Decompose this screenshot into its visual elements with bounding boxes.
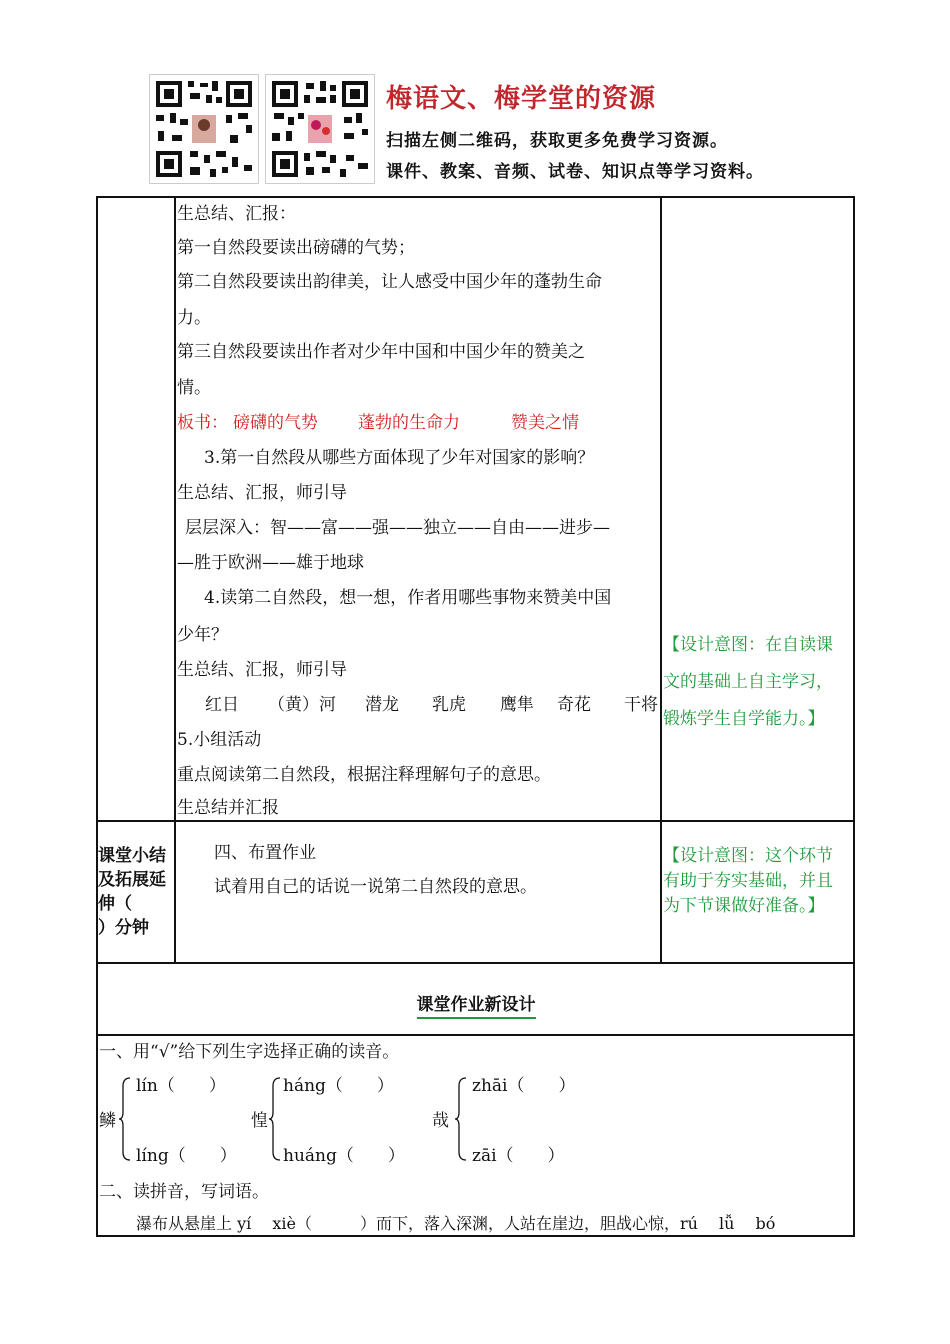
design-note: 为下节课做好准备。】 [663,896,825,916]
pinyin-option: háng（ ） [283,1076,394,1096]
question-5-detail: 重点阅读第二自然段，根据注释理解句子的意思。 [177,765,551,785]
design-note: 【设计意图：在自读课 [663,635,833,655]
lesson-line: 情。 [177,378,211,398]
table-border [96,196,98,1236]
question-4: 4.读第二自然段，想一想，作者用哪些事物来赞美中国 [204,588,612,608]
homework-title [98,990,854,1015]
table-border [853,196,855,1236]
exercise-char: 惶 [251,1111,268,1131]
exercise-char: 鳞 [99,1111,116,1131]
exercise-char: 哉 [432,1111,449,1131]
brace-icon [268,1076,282,1162]
pinyin-option: huáng（ ） [283,1146,405,1166]
homework-heading: 四、布置作业 [214,843,316,863]
summary-label: ）分钟 [98,918,149,938]
qr-code-icon [265,74,375,184]
brand-title: 梅语文、梅学堂的资源 [386,84,657,114]
summary-label: 伸（ [98,894,132,914]
homework-task: 试着用自己的话说一说第二自然段的意思。 [214,877,537,897]
lesson-line: 第二自然段要读出韵律美，让人感受中国少年的蓬勃生命 [177,272,602,292]
exercise-1: 一、用“√”给下列生字选择正确的读音。 [99,1042,400,1062]
board-item: 磅礴的气势 [233,413,318,433]
thing-item: 干将 [624,695,658,715]
pinyin-option: zāi（ ） [472,1146,565,1166]
lesson-line: 第三自然段要读出作者对少年中国和中国少年的赞美之 [177,342,585,362]
lesson-line: 第一自然段要读出磅礴的气势； [177,238,415,258]
exercise-2: 二、读拼音，写词语。 [99,1182,269,1202]
thing-item: 鹰隼 [500,695,534,715]
brace-icon [118,1076,132,1162]
pinyin-option: lín（ ） [136,1076,226,1096]
table-border [96,196,855,198]
brace-icon [454,1076,468,1162]
answer-line: 生总结、汇报，师引导 [177,483,347,503]
qr-code-icon [149,74,259,184]
board-item: 蓬勃的生命力 [358,413,460,433]
table-border [96,1235,855,1237]
pinyin-option: líng（ ） [136,1146,237,1166]
layers-line: —胜于欧洲——雄于地球 [177,553,364,573]
table-border [96,820,855,822]
answer-line: 生总结并汇报 [177,798,279,818]
summary-label: 课堂小结 [98,846,166,866]
exercise-2-line: 瀑布从悬崖上 yí xiè（ ）而下，落入深渊，人站在崖边，胆战心惊，rú lǚ bó [136,1214,776,1233]
homework-title-text: 课堂作业新设计 [417,995,536,1019]
table-border [96,1034,855,1036]
table-border [96,962,855,964]
design-note: 有助于夯实基础，并且 [663,871,833,891]
brand-line-1: 扫描左侧二维码，获取更多免费学习资源。 [386,131,728,151]
table-border [174,196,176,963]
board-item: 赞美之情 [511,413,579,433]
board-label: 板书： [177,413,228,433]
layers-line: 层层深入：智——富——强——独立——自由——进步— [185,518,610,538]
thing-item: （黄）河 [268,695,336,715]
lesson-line: 生总结、汇报： [177,204,296,224]
summary-label: 及拓展延 [98,870,166,890]
thing-item: 潜龙 [365,695,399,715]
thing-item: 奇花 [557,695,591,715]
table-border [660,196,662,963]
lesson-line: 力。 [177,308,211,328]
pinyin-option: zhāi（ ） [472,1076,576,1096]
thing-item: 乳虎 [432,695,466,715]
thing-item: 红日 [205,695,239,715]
question-3: 3.第一自然段从哪些方面体现了少年对国家的影响？ [204,448,595,468]
answer-line: 生总结、汇报，师引导 [177,660,347,680]
design-note: 【设计意图：这个环节 [663,846,833,866]
question-4-cont: 少年？ [177,625,228,645]
brand-line-2: 课件、教案、音频、试卷、知识点等学习资料。 [386,162,764,182]
question-5: 5.小组活动 [177,730,262,750]
design-note: 文的基础上自主学习， [663,672,833,692]
design-note: 锻炼学生自学能力。】 [663,709,825,729]
